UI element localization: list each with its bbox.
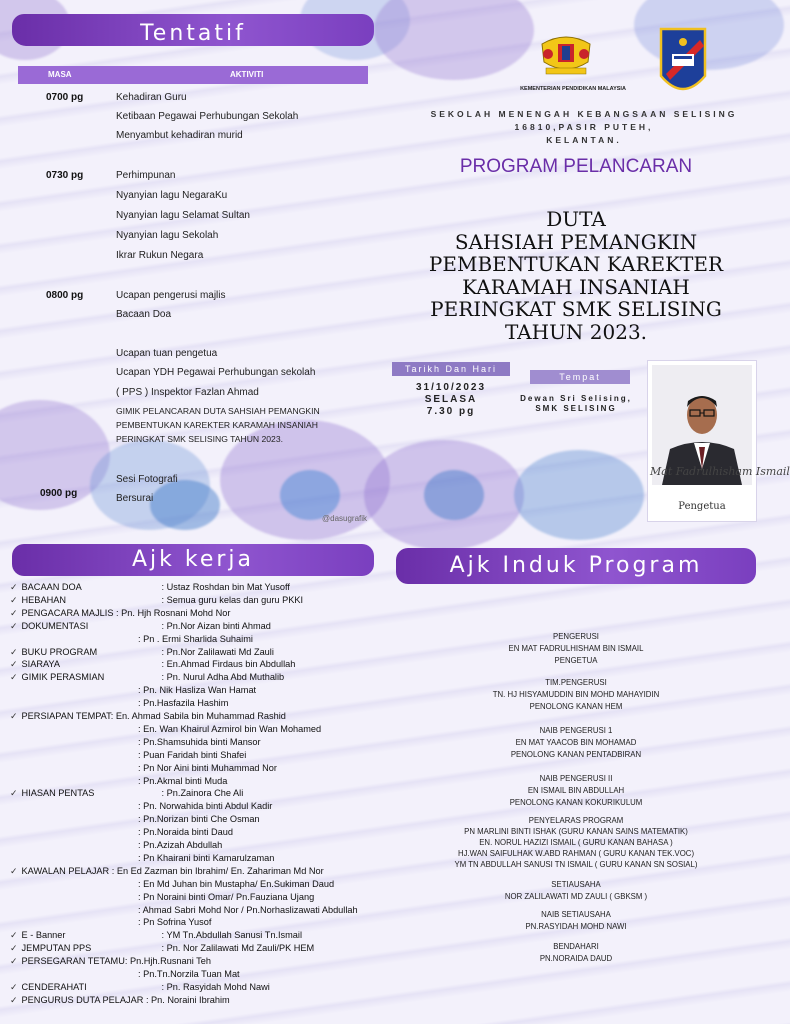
committee-row (10, 827, 233, 837)
committee-role: SIARAYA (21, 659, 61, 670)
committee-row (10, 582, 290, 593)
committee-line: PENOLONG KANAN KOKURIKULUM (509, 798, 643, 807)
check-icon: ✓ (10, 620, 18, 631)
activity: Sesi Fotografi (116, 474, 178, 485)
committee-role: BUKU PROGRAM (21, 646, 98, 657)
time-0730: 0730 pg (46, 170, 84, 181)
time-0800: 0800 pg (46, 290, 84, 301)
committee-line: PENGETUA (554, 656, 598, 665)
school-state: KELANTAN. (546, 135, 622, 145)
committee-row (10, 892, 314, 902)
committee-row (10, 634, 253, 644)
venue-label: Tempat (530, 370, 630, 384)
principal-caption: Pengetua (678, 501, 726, 512)
committee-members: : Pn.Nor Zalilawati Md Zauli (161, 646, 274, 657)
ajk-induk-panel (384, 532, 768, 1024)
check-icon: ✓ (10, 711, 18, 721)
committee-line: HJ.WAN SAIFULHAK W.ABD RAHMAN ( GURU KANAN TEK.VOC) (457, 849, 695, 858)
check-icon: ✓ (10, 659, 18, 670)
committee-role: E - Banner (21, 930, 66, 941)
committee-line: TN. HJ HISYAMUDDIN BIN MOHD MAHAYIDIN (492, 690, 660, 699)
committee-row (10, 866, 324, 877)
committee-members: : Pn. Nik Hasliza Wan Hamat (138, 685, 257, 696)
committee-members: : Pn. Nurul Adha Abd Muthalib (161, 672, 285, 683)
committee-members: : En Md Juhan bin Mustapha/ En.Sukiman Daud (138, 878, 335, 889)
event-line: PEMBENTUKAN KAREKTER (428, 252, 724, 276)
committee-line: BENDAHARI (553, 942, 599, 951)
committee-row (10, 659, 295, 670)
event-line: PERINGKAT SMK SELISING (430, 297, 722, 321)
activity: Bacaan Doa (116, 309, 172, 320)
committee-line: PENYELARAS PROGRAM (528, 816, 624, 825)
committee-members: : Ustaz Roshdan bin Mat Yusoff (161, 582, 290, 592)
activity: Ucapan pengerusi majlis (116, 290, 226, 301)
committee-role: PENGACARA MAJLIS : Pn. Hjh Rosnani Mohd Nor (21, 607, 231, 618)
committee-members: : Pn.Noraida binti Daud (138, 827, 233, 838)
check-icon: ✓ (10, 788, 18, 799)
tentatif-panel (0, 0, 384, 532)
activity: Ucapan tuan pengetua (116, 348, 218, 359)
committee-row (10, 621, 271, 632)
check-icon: ✓ (10, 865, 18, 876)
committee-members: : Pn.Hasfazila Hashim (138, 698, 229, 709)
committee-role: GIMIK PERASMIAN (21, 672, 105, 683)
ministry-emblem (536, 36, 596, 80)
committee-row (10, 814, 260, 824)
date-value: 31/10/2023 (415, 382, 487, 393)
activity: Nyanyian lagu NegaraKu (116, 190, 228, 201)
committee-line: PN MARLINI BINTI ISHAK (GURU KANAN SAINS MATEMATIK) (464, 827, 688, 836)
activity: Ucapan YDH Pegawai Perhubungan sekolah (116, 367, 316, 378)
ajk-kerja-panel (0, 532, 384, 1024)
committee-line: EN ISMAIL BIN ABDULLAH (527, 786, 625, 795)
committee-role: KAWALAN PELAJAR : En Ed Zazman bin Ibrahim/ En. Zahariman Md Nor (21, 865, 324, 876)
check-icon: ✓ (10, 956, 18, 967)
committee-members: : Semua guru kelas dan guru PKKI (161, 594, 304, 605)
event-name (406, 208, 746, 343)
day-value: SELASA (424, 394, 478, 405)
committee-line: PENOLONG KANAN PENTADBIRAN (510, 750, 642, 759)
watermark: @dasugrafik (322, 514, 368, 523)
date-label: Tarikh Dan Hari (392, 362, 510, 376)
committee-members: : En.Ahmad Firdaus bin Abdullah (161, 659, 296, 670)
committee-line: NAIB PENGERUSI 1 (539, 726, 613, 735)
committee-members: : Pn Khairani binti Kamarulzaman (138, 852, 275, 863)
activity: PERINGKAT SMK SELISING TAHUN 2023. (116, 434, 283, 444)
committee-role: PERSEGARAN TETAMU: Pn.Hjh.Rusnani Teh (21, 956, 211, 967)
committee-row (10, 801, 272, 811)
committee-members: : Pn.Nor Aizan binti Ahmad (161, 620, 271, 631)
committee-row (10, 698, 228, 708)
ministry-name: KEMENTERIAN PENDIDIKAN MALAYSIA (520, 86, 626, 92)
check-icon: ✓ (10, 607, 18, 618)
committee-row (10, 969, 240, 979)
committee-line: PENGERUSI (553, 632, 599, 641)
committee-line: NOR ZALILAWATI MD ZAULI ( GBKSM ) (504, 892, 648, 901)
check-icon: ✓ (10, 646, 18, 657)
committee-row (10, 763, 277, 773)
check-icon: ✓ (10, 582, 18, 592)
header-masa: MASA (48, 70, 72, 79)
school-name: SEKOLAH MENENGAH KEBANGSAAN SELISING (430, 109, 738, 119)
activity: PEMBENTUKAN KAREKTER KARAMAH INSANIAH (116, 420, 318, 430)
event-line: TAHUN 2023. (504, 319, 648, 344)
committee-row (10, 750, 246, 760)
event-line: KARAMAH INSANIAH (462, 274, 690, 299)
committee-row (10, 905, 358, 915)
activity: Menyambut kehadiran murid (116, 130, 243, 141)
committee-members: : Pn.Norizan binti Che Osman (138, 814, 260, 825)
committee-row (10, 711, 286, 722)
committee-role: DOKUMENTASI (21, 620, 89, 631)
activity: Bersurai (116, 493, 154, 504)
time-value: 7.30 pg (426, 406, 476, 417)
activity: ( PPS ) Inspektor Fazlan Ahmad (116, 387, 259, 398)
activity: Nyanyian lagu Selamat Sultan (116, 210, 250, 221)
time-0900: 0900 pg (40, 488, 78, 499)
committee-members: : Pn. Norwahida binti Abdul Kadir (138, 801, 273, 812)
committee-members: : Ahmad Sabri Mohd Nor / Pn.Norhaslizawati Abdullah (138, 904, 358, 915)
tentatif-title: Tentatif (12, 14, 374, 46)
committee-line: EN MAT FADRULHISHAM BIN ISMAIL (508, 644, 644, 653)
committee-line: NAIB SETIAUSAHA (541, 910, 611, 919)
committee-members: : Pn Nor Aini binti Muhammad Nor (138, 762, 277, 773)
time-0700: 0700 pg (46, 92, 84, 103)
committee-role: BACAAN DOA (21, 582, 82, 592)
principal-signature: Mat Fadrulhisham Ismail (650, 465, 790, 478)
committee-row (10, 595, 303, 606)
committee-members: : Pn Sofrina Yusof (138, 917, 212, 928)
activity: Ketibaan Pegawai Perhubungan Sekolah (116, 111, 299, 122)
check-icon: ✓ (10, 943, 18, 954)
committee-members: : Pn.Akmal binti Muda (138, 775, 228, 786)
event-line: DUTA (546, 207, 606, 231)
committee-row (10, 879, 334, 889)
committee-row (10, 608, 230, 619)
committee-line: NAIB PENGERUSI II (539, 774, 613, 783)
event-line: SAHSIAH PEMANGKIN (454, 229, 698, 254)
check-icon: ✓ (10, 930, 18, 941)
committee-row (10, 840, 222, 850)
school-crest (658, 26, 708, 104)
activity: Perhimpunan (116, 170, 176, 181)
committee-line: PENOLONG KANAN HEM (529, 702, 623, 711)
committee-members: : Pn.Tn.Norzila Tuan Mat (138, 969, 240, 979)
committee-members: : YM Tn.Abdullah Sanusi Tn.Ismail (161, 930, 302, 941)
committee-row (10, 853, 274, 863)
venue-line: Dewan Sri Selising, (520, 394, 632, 403)
committee-members: : Pn. Rasyidah Mohd Nawi (161, 981, 270, 992)
committee-role: PENGURUS DUTA PELAJAR : Pn. Noraini Ibrahim (21, 994, 230, 1005)
committee-members: : Pn Noraini binti Omar/ Pn.Fauziana Ujang (138, 891, 315, 902)
committee-role: CENDERAHATI (21, 981, 87, 992)
committee-line: YM TN ABDULLAH SANUSI TN ISMAIL ( GURU KANAN SN SOSIAL) (454, 860, 698, 869)
activity: Kehadiran Guru (116, 92, 187, 103)
committee-role: JEMPUTAN PPS (21, 943, 92, 954)
check-icon: ✓ (10, 672, 18, 683)
activity: GIMIK PELANCARAN DUTA SAHSIAH PEMANGKIN (116, 406, 320, 416)
committee-members: : Pn.Shamsuhida binti Mansor (138, 736, 261, 747)
ajk-kerja-title: Ajk kerja (12, 544, 374, 576)
cover-panel (384, 0, 790, 532)
principal-photo-card (647, 360, 790, 522)
committee-line: SETIAUSAHA (551, 880, 601, 889)
school-address: 16810,PASIR PUTEH, (514, 122, 654, 132)
committee-row (10, 995, 230, 1006)
committee-role: HIASAN PENTAS (21, 788, 95, 799)
venue-line: SMK SELISING (535, 404, 617, 413)
committee-role: PERSIAPAN TEMPAT: En. Ahmad Sabila bin Muhammad Rashid (21, 711, 286, 721)
committee-row (10, 685, 256, 695)
program-title: PROGRAM PELANCARAN (459, 156, 693, 177)
committee-line: PN.NORAIDA DAUD (539, 954, 613, 963)
ajk-induk-title: Ajk Induk Program (396, 548, 756, 584)
committee-row (10, 788, 243, 799)
committee-members: : Pn.Azizah Abdullah (138, 840, 223, 850)
committee-row (10, 647, 274, 658)
activity: Nyanyian lagu Sekolah (116, 230, 219, 241)
committee-row (10, 956, 211, 967)
header-aktiviti: AKTIVITI (230, 70, 264, 79)
committee-row (10, 737, 261, 747)
committee-line: EN MAT YAACOB BIN MOHAMAD (515, 738, 637, 747)
committee-line: PN.RASYIDAH MOHD NAWI (525, 922, 627, 931)
schedule-header (18, 66, 368, 84)
committee-members: : Pn.Zainora Che Ali (161, 788, 244, 799)
check-icon: ✓ (10, 994, 18, 1005)
committee-members: : Pn. Nor Zalilawati Md Zauli/PK HEM (161, 943, 315, 954)
check-icon: ✓ (10, 594, 18, 605)
committee-members: : Puan Faridah binti Shafei (138, 749, 247, 760)
committee-role: HEBAHAN (21, 594, 66, 605)
committee-line: TIM.PENGERUSI (545, 678, 607, 687)
committee-row (10, 982, 270, 993)
committee-row (10, 776, 227, 786)
committee-row (10, 672, 284, 683)
committee-row (10, 724, 321, 734)
committee-members: : En. Wan Khairul Azmirol bin Wan Mohamed (138, 723, 322, 734)
activity: Ikrar Rukun Negara (116, 250, 204, 261)
committee-row (10, 930, 302, 941)
committee-members: : Pn . Ermi Sharlida Suhaimi (138, 633, 253, 644)
event-venue (488, 394, 664, 414)
committee-line: EN. NORUL HAZIZI ISMAIL ( GURU KANAN BAHASA ) (479, 838, 673, 847)
check-icon: ✓ (10, 981, 18, 992)
committee-row (10, 917, 211, 927)
committee-row (10, 943, 314, 954)
